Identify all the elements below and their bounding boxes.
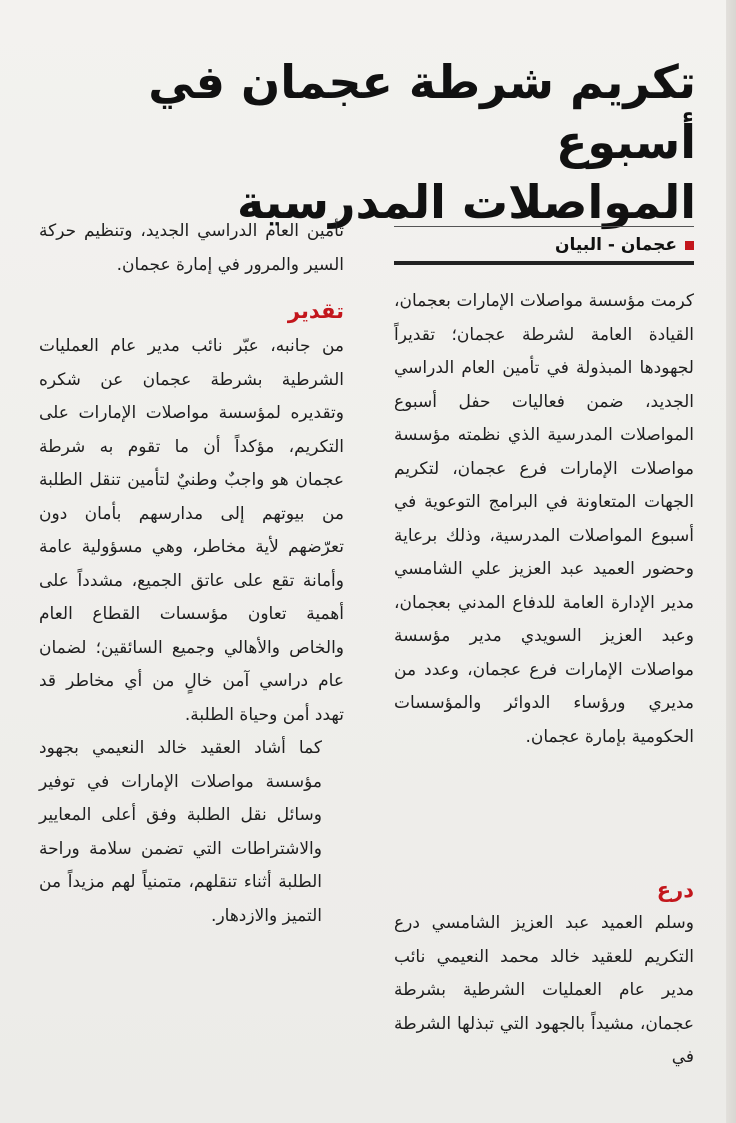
headline-line-1: تكريم شرطة عجمان في أسبوع [148, 55, 696, 169]
byline-text: عجمان - البيان [554, 235, 677, 255]
right-column [394, 285, 694, 1067]
byline [394, 226, 694, 265]
bleed-through-text [40, 0, 700, 45]
page-edge [726, 0, 736, 1123]
headline-line-2: المواصلات المدرسية [237, 175, 696, 229]
left-column [39, 215, 344, 933]
red-square-icon [685, 241, 694, 250]
paragraph-thanks: من جانبه، عبّر نائب مدير عام العمليات الشرطية بشرطة عجمان عن شكره وتقديره لمؤسسة مواصلات الإمارات على التكريم، مؤكداً أن ما تقوم به شرطة عجمان هو واجبٌ وطنيٌ لتأمين تنقل الطلبة من بيوتهم إلى مدارسهم بأمان دون تعرّضهم لأية مخاطر، وهي مسؤولية عامة وأمانة تقع على عاتق الجميع، مشدداً على أهمية تعاون مؤسسات القطاع العام والخاص والأهالي وجميع السائقين؛ لضمان عام دراسي آمن خالٍ من أي مخاطر قد تهدد أمن وحياة الطلبة. [39, 336, 344, 725]
intro-paragraph: كرمت مؤسسة مواصلات الإمارات بعجمان، القيادة العامة لشرطة عجمان؛ تقديراً لجهودها المبذولة في تأمين العام الدراسي الجديد، ضمن فعاليات حفل أسبوع المواصلات المدرسية الذي نظمته مؤسسة مواصلات الإمارات فرع عجمان، لتكريم الجهات المتعاونة في البرامج التوعوية في أسبوع المواصلات المدرسية، وذلك برعاية وحضور العميد عبد العزيز علي الشامسي مدير الإدارة العامة للدفاع المدني بعجمان، وعبد العزيز السويدي مدير مؤسسة مواصلات الإمارات فرع عجمان، وعدد من مديري ورؤساء الدوائر والمؤسسات الحكومية بإمارة عجمان. [394, 291, 694, 747]
subhead-dir: درع [656, 878, 694, 902]
paragraph-shield: وسلم العميد عبد العزيز الشامسي درع التكريم للعقيد خالد محمد النعيمي نائب مدير عام العمليات الشرطية بشرطة عجمان، مشيداً بالجهود التي تبذلها الشرطة في [394, 913, 694, 1067]
continued-paragraph: تأمين العام الدراسي الجديد، وتنظيم حركة السير والمرور في إمارة عجمان. [39, 221, 344, 275]
article-headline [60, 52, 696, 232]
paragraph-praise: كما أشاد العقيد خالد النعيمي بجهود مؤسسة مواصلات الإمارات في توفير وسائل نقل الطلبة وفق أعلى المعايير والاشتراطات التي تضمن سلامة وراحة الطلبة أثناء تنقلهم، متمنياً لهم مزيداً من التميز والازدهار. [39, 738, 322, 926]
subhead-taqdeer: تقدير [287, 299, 344, 323]
